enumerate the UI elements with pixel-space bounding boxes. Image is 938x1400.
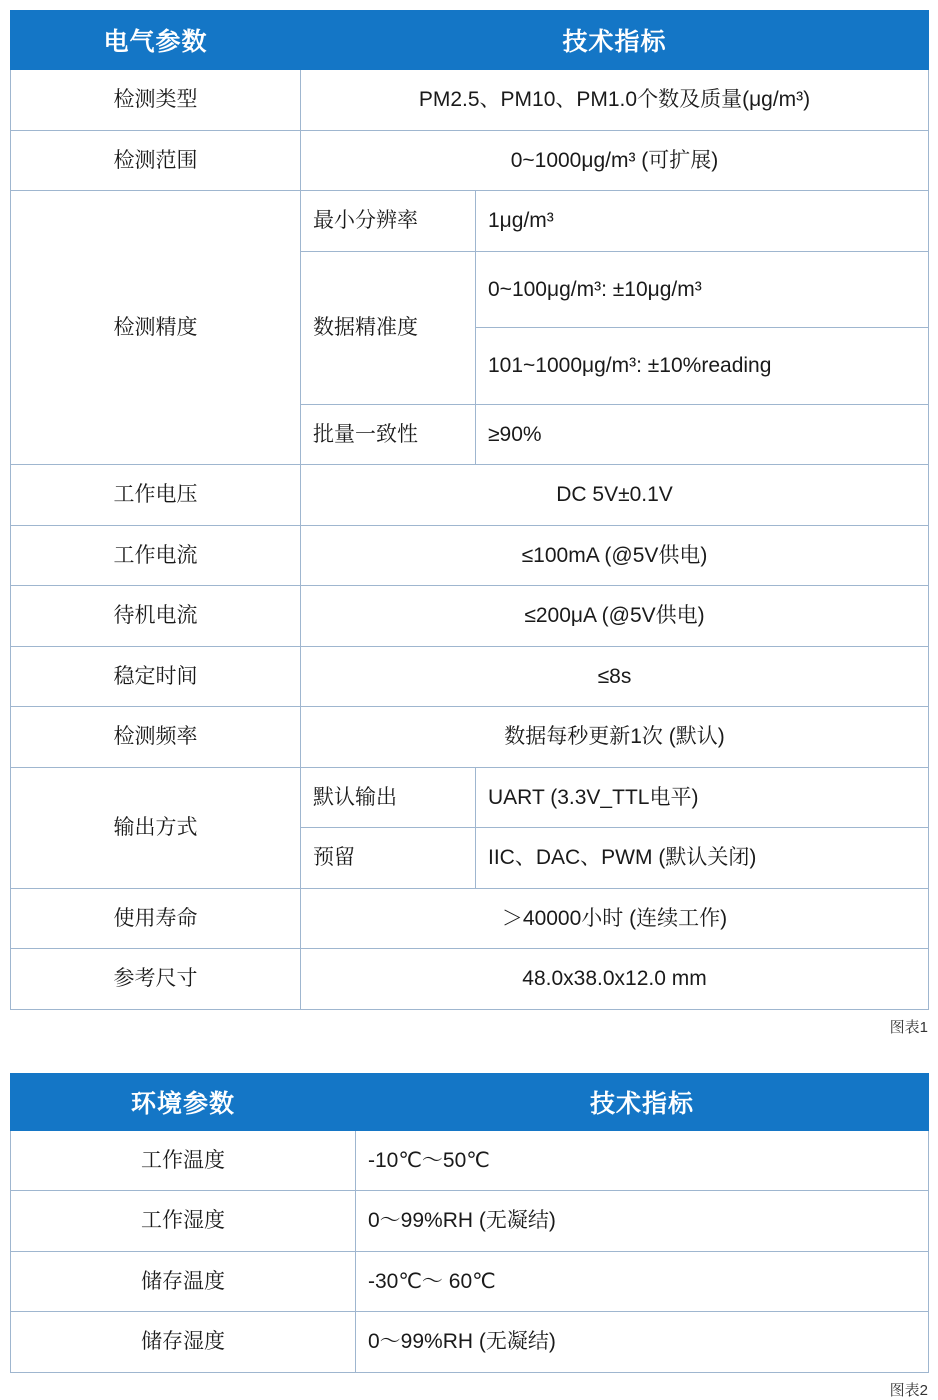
sub-value: 101~1000μg/m³: ±10%reading bbox=[476, 328, 929, 405]
table2-body bbox=[11, 1130, 929, 1372]
row-value: -30℃～ 60℃ bbox=[356, 1251, 929, 1312]
electrical-parameters-table bbox=[10, 10, 929, 1010]
table1-body bbox=[11, 70, 929, 1010]
row-value: PM2.5、PM10、PM1.0个数及质量(μg/m³) bbox=[301, 70, 929, 131]
row-label-accuracy: 检测精度 bbox=[11, 191, 301, 465]
row-label-output: 输出方式 bbox=[11, 767, 301, 888]
row-value: ＞40000小时 (连续工作) bbox=[301, 888, 929, 949]
table-row bbox=[11, 1251, 929, 1312]
table1-header bbox=[11, 11, 929, 70]
sub-value: UART (3.3V_TTL电平) bbox=[476, 767, 929, 828]
table2-header bbox=[11, 1073, 929, 1130]
table2-caption: 图表2 bbox=[889, 1381, 928, 1399]
table2-header-param: 环境参数 bbox=[11, 1073, 356, 1130]
table-row bbox=[11, 465, 929, 526]
row-label: 工作湿度 bbox=[11, 1191, 356, 1252]
sub-value: 0~100μg/m³: ±10μg/m³ bbox=[476, 251, 929, 328]
row-label: 工作电压 bbox=[11, 465, 301, 526]
row-value: 数据每秒更新1次 (默认) bbox=[301, 707, 929, 768]
row-value: ≤8s bbox=[301, 646, 929, 707]
table-row bbox=[11, 1130, 929, 1191]
table-row bbox=[11, 586, 929, 647]
table1-header-param: 电气参数 bbox=[11, 11, 301, 70]
table-row bbox=[11, 525, 929, 586]
table-spacer bbox=[10, 1037, 928, 1073]
row-label: 工作温度 bbox=[11, 1130, 356, 1191]
table1-caption: 图表1 bbox=[889, 1018, 928, 1036]
table-row bbox=[11, 130, 929, 191]
row-value: ≤200μA (@5V供电) bbox=[301, 586, 929, 647]
sub-label: 最小分辨率 bbox=[301, 191, 476, 252]
row-label: 检测频率 bbox=[11, 707, 301, 768]
row-value: ≤100mA (@5V供电) bbox=[301, 525, 929, 586]
row-value: 0~1000μg/m³ (可扩展) bbox=[301, 130, 929, 191]
table-row bbox=[11, 646, 929, 707]
row-label: 待机电流 bbox=[11, 586, 301, 647]
row-label: 储存温度 bbox=[11, 1251, 356, 1312]
row-label: 稳定时间 bbox=[11, 646, 301, 707]
row-label: 储存湿度 bbox=[11, 1312, 356, 1373]
sub-label: 预留 bbox=[301, 828, 476, 889]
table-row bbox=[11, 888, 929, 949]
sub-value: IIC、DAC、PWM (默认关闭) bbox=[476, 828, 929, 889]
row-value: 0～99%RH (无凝结) bbox=[356, 1191, 929, 1252]
row-value: 0～99%RH (无凝结) bbox=[356, 1312, 929, 1373]
environment-parameters-table bbox=[10, 1073, 929, 1373]
table-row bbox=[11, 191, 929, 252]
table-row bbox=[11, 707, 929, 768]
row-label: 使用寿命 bbox=[11, 888, 301, 949]
sub-label: 默认输出 bbox=[301, 767, 476, 828]
row-label: 检测类型 bbox=[11, 70, 301, 131]
table-row bbox=[11, 70, 929, 131]
table-row bbox=[11, 1191, 929, 1252]
table1-header-spec: 技术指标 bbox=[301, 11, 929, 70]
row-value: DC 5V±0.1V bbox=[301, 465, 929, 526]
table-row bbox=[11, 1312, 929, 1373]
sub-label: 批量一致性 bbox=[301, 404, 476, 465]
sub-value: 1μg/m³ bbox=[476, 191, 929, 252]
row-value: -10℃～50℃ bbox=[356, 1130, 929, 1191]
sub-value: ≥90% bbox=[476, 404, 929, 465]
row-label: 检测范围 bbox=[11, 130, 301, 191]
row-label: 参考尺寸 bbox=[11, 949, 301, 1010]
table-row bbox=[11, 767, 929, 828]
row-value: 48.0x38.0x12.0 mm bbox=[301, 949, 929, 1010]
table-row bbox=[11, 949, 929, 1010]
table2-header-spec: 技术指标 bbox=[356, 1073, 929, 1130]
row-label: 工作电流 bbox=[11, 525, 301, 586]
sub-label: 数据精准度 bbox=[301, 251, 476, 404]
